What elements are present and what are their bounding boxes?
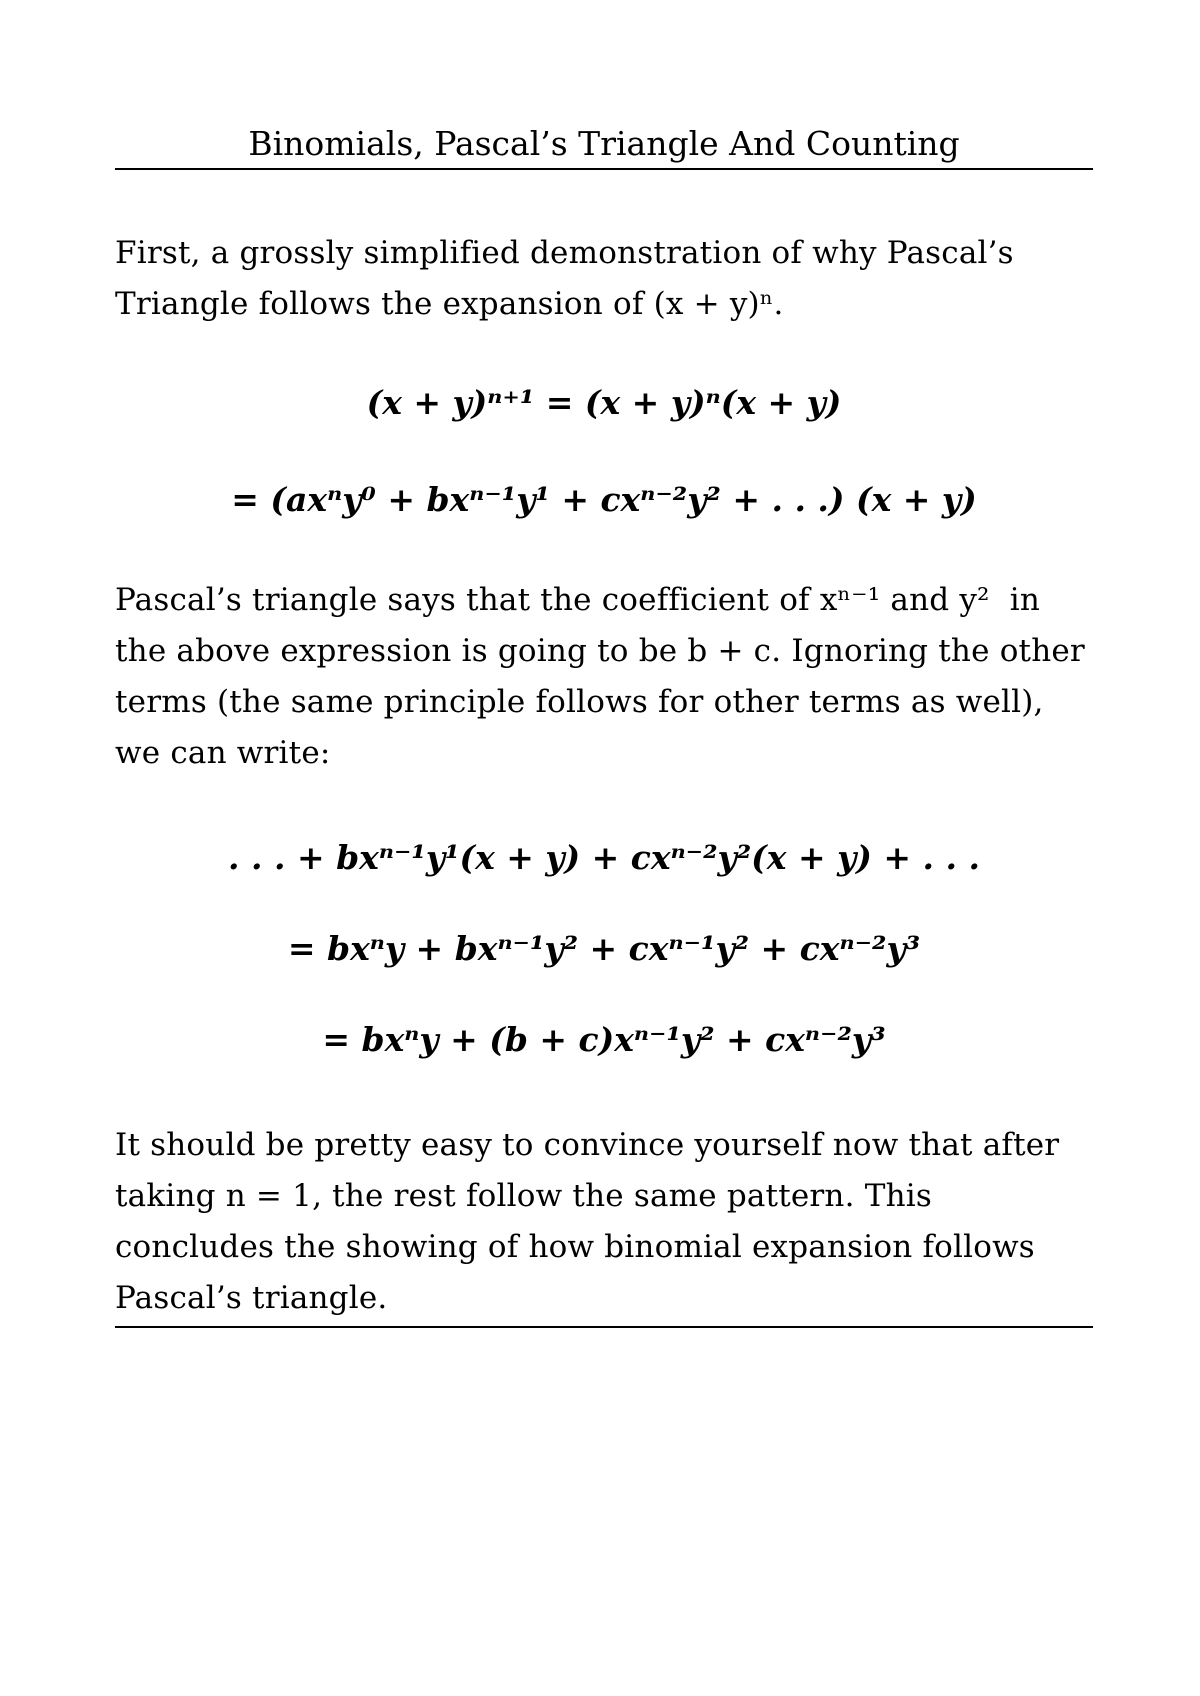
footer-rule [115,1326,1093,1328]
paragraph-line: Triangle follows the expansion of (x + y)ⁿ. [115,286,784,322]
paragraph-line: taking n = 1, the rest follow the same pattern. This [115,1178,932,1214]
conclusion-paragraph [115,1120,1115,1324]
paragraph-line: concludes the showing of how binomial expansion follows [115,1229,1035,1265]
equation-4: = bxⁿy + bxⁿ⁻¹y² + cxⁿ⁻¹y² + cxⁿ⁻²y³ [287,929,921,968]
header-rule [115,168,1093,170]
equation-3: . . . + bxⁿ⁻¹y¹(x + y) + cxⁿ⁻²y²(x + y) + . . . [228,838,980,877]
intro-paragraph [115,228,1115,330]
paragraph-line: First, a grossly simplified demonstration of why Pascal’s [115,235,1014,271]
paragraph-line: Pascal’s triangle. [115,1280,388,1316]
paragraph-line: Pascal’s triangle says that the coefficient of xⁿ⁻¹ and y² in [115,582,1041,618]
paragraph-line: we can write: [115,735,331,771]
page-title: Binomials, Pascal’s Triangle And Counting [248,124,960,163]
paragraph-line: the above expression is going to be b + c. Ignoring the other [115,633,1085,669]
paragraph-line: It should be pretty easy to convince yourself now that after [115,1127,1060,1163]
paragraph-line: terms (the same principle follows for other terms as well), [115,684,1044,720]
coefficient-paragraph [115,575,1115,779]
equation-2: = (axⁿy⁰ + bxⁿ⁻¹y¹ + cxⁿ⁻²y² + . . .) (x + y) [231,480,977,519]
equation-1: (x + y)ⁿ⁺¹ = (x + y)ⁿ(x + y) [366,383,842,422]
equation-5: = bxⁿy + (b + c)xⁿ⁻¹y² + cxⁿ⁻²y³ [322,1020,886,1059]
